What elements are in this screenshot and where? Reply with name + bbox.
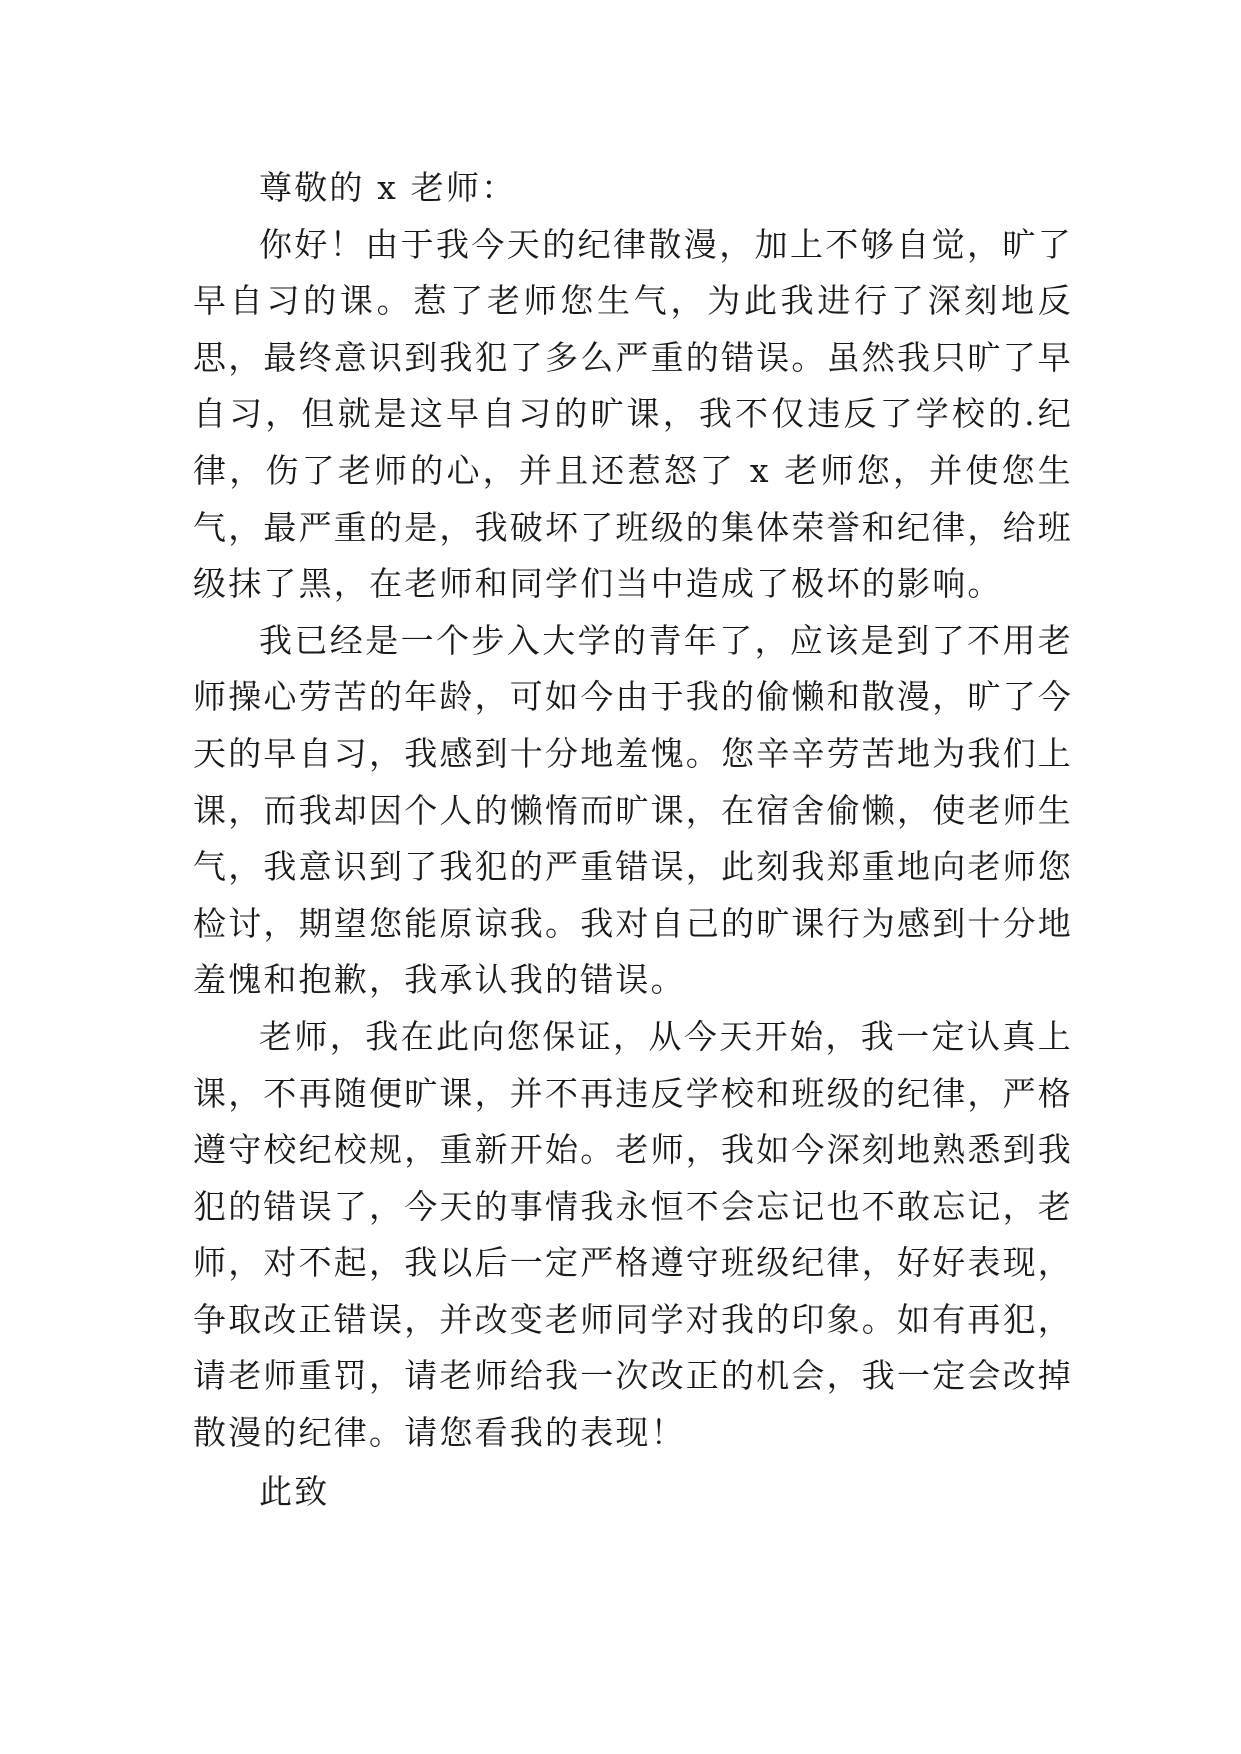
closing: 此致 xyxy=(259,1471,330,1511)
salutation: 尊敬的 x 老师： xyxy=(259,168,517,207)
paragraph-2: 我已经是一个步入大学的青年了，应该是到了不用老师操心劳苦的年龄，可如今由于我的偷懒和散漫，旷了今天的早自习，我感到十分地羞愧。您辛辛劳苦地为我们上课，而我却因个人的懒惰而旷课，在宿舍偷懒，使老师生气，我意识到了我犯的严重错误，此刻我郑重地向老师您检讨，期望您能原谅我。我对自己的旷课行为感到十分地羞愧和抱歉，我承认我的错误。 xyxy=(193,620,1073,1000)
paragraph-3: 老师，我在此向您保证，从今天开始，我一定认真上课，不再随便旷课，并不再违反学校和班级的纪律，严格遵守校纪校规，重新开始。老师，我如今深刻地熟悉到我犯的错误了，今天的事情我永恒不会忘记也不敢忘记，老师，对不起，我以后一定严格遵守班级纪律，好好表现，争取改正错误，并改变老师同学对我的印象。如有再犯，请老师重罚，请老师给我一次改正的机会，我一定会改掉散漫的纪律。请您看我的表现！ xyxy=(193,1016,1073,1453)
paragraph-1: 你好！由于我今天的纪律散漫，加上不够自觉，旷了早自习的课。惹了老师您生气，为此我进行了深刻地反思，最终意识到我犯了多么严重的错误。虽然我只旷了早自习，但就是这早自习的旷课，我不仅违反了学校的.纪律，伤了老师的心，并且还惹怒了 x 老师您，并使您生气，最严重的是，我破坏了班级的集体荣誉和纪律，给班级抹了黑，在老师和同学们当中造成了极坏的影响。 xyxy=(193,224,1073,604)
letter-body xyxy=(193,160,1073,1520)
